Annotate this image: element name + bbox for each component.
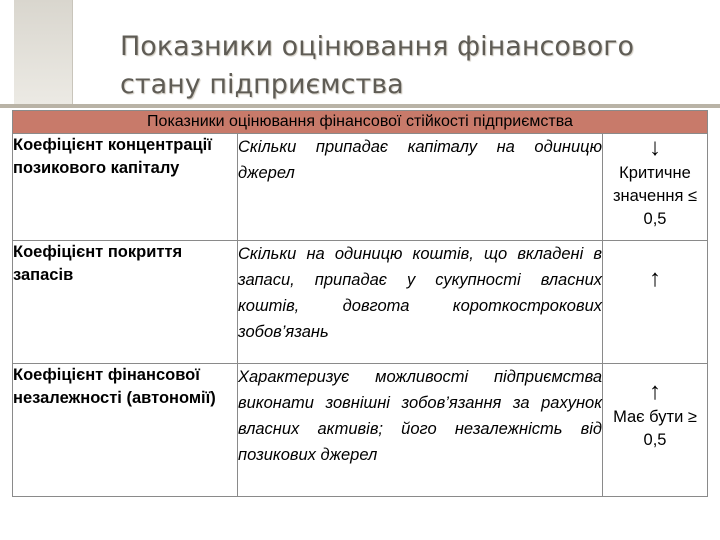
indicator-description: Скільки припадає капіталу на одиницю джерел (238, 134, 603, 241)
indicators-table (12, 110, 708, 497)
indicator-criterion: Критичне значення ≤ 0,5 (612, 164, 698, 228)
indicator-description: Характеризує можливості підприємства виконати зовнішні зобов’язання за рахунок власних активів; його незалежність від позикових джерел (238, 364, 603, 497)
arrow-up-icon: ↑ (649, 378, 661, 405)
table-row (13, 364, 708, 497)
indicator-trend (603, 364, 708, 497)
indicator-name: Коефіцієнт покриття запасів (13, 241, 238, 364)
arrow-down-icon: ↓ (649, 134, 661, 161)
indicator-criterion: Має бути ≥ 0,5 (613, 408, 697, 449)
indicator-description: Скільки на одиницю коштів, що вкладені в запаси, припадає у сукупності власних коштів, довгота короткострокових зобов’язань (238, 241, 603, 364)
decorative-divider-line (0, 104, 720, 108)
indicator-trend (603, 134, 708, 241)
table-row (13, 134, 708, 241)
decorative-frame-panel (14, 0, 73, 104)
indicator-name: Коефіцієнт фінансової незалежності (автономії) (13, 364, 238, 497)
arrow-up-icon: ↑ (649, 265, 661, 292)
indicator-trend (603, 241, 708, 364)
indicator-name: Коефіцієнт концентрації позикового капіталу (13, 134, 238, 241)
slide-title (120, 28, 700, 104)
slide-title-line-2: стану підприємства (120, 69, 404, 100)
table-row (13, 241, 708, 364)
table-header-row (13, 111, 708, 134)
table-header: Показники оцінювання фінансової стійкості підприємства (13, 111, 708, 134)
slide-title-line-1: Показники оцінювання фінансового (120, 31, 634, 62)
